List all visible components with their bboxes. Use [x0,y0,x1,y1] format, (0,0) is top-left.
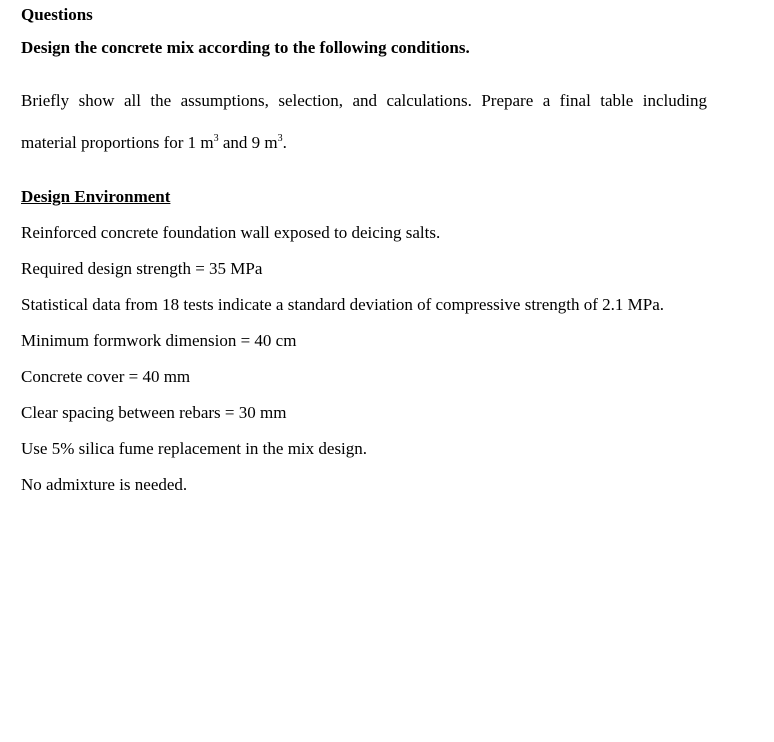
instructions-line-2 [21,133,287,153]
instructions-text: . [282,133,287,152]
condition-item: Required design strength = 35 MPa [21,259,263,278]
instructions-word: the [150,91,172,110]
instructions-word: table [600,91,634,110]
condition-item: No admixture is needed. [21,475,188,494]
instructions-word: all [123,91,141,110]
condition-item: Minimum formwork dimension = 40 cm [21,331,297,350]
condition-item: Reinforced concrete foundation wall exposed to deicing salts. [21,223,441,242]
instructions-word: assumptions, [180,91,269,110]
instructions-word: show [78,91,115,110]
heading: Questions [21,5,93,24]
subheading: Design the concrete mix according to the following conditions. [21,38,470,57]
section-title: Design Environment [21,187,171,206]
instructions-word: and [352,91,377,110]
condition-item: Concrete cover = 40 mm [21,367,191,386]
instructions-word: selection, [278,91,344,110]
superscript: 3 [213,133,219,144]
condition-item: Clear spacing between rebars = 30 mm [21,403,287,422]
instructions-word: Briefly [21,91,70,110]
condition-item: Statistical data from 18 tests indicate a standard deviation of compressive strength of 2.1 MPa. [21,295,665,314]
instructions-word: including [642,91,707,110]
condition-item: Use 5% silica fume replacement in the mix design. [21,439,368,458]
instructions-word: Prepare [481,91,534,110]
instructions-word: final [559,91,591,110]
superscript: 3 [277,133,283,144]
instructions-word: a [542,91,551,110]
instructions-text: and 9 m [218,133,278,152]
instructions-word: calculations. [386,91,472,110]
instructions-line-1 [21,91,707,111]
instructions-text: material proportions for 1 m [21,133,214,152]
